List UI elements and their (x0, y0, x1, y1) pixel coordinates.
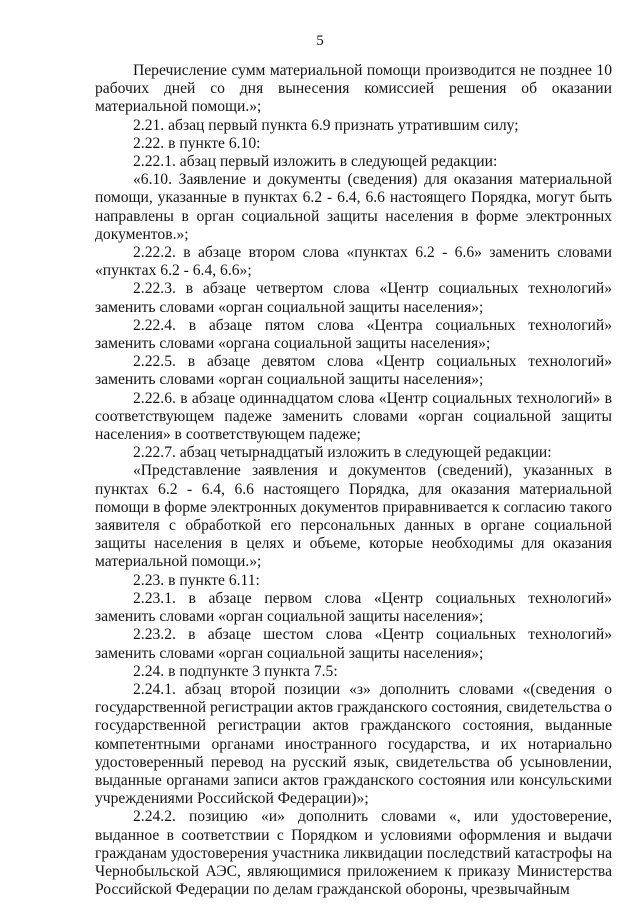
paragraph: 2.24.2. позицию «и» дополнить словами «, или удостоверение, выданное в соответствии с Порядком и условиями оформления и выдачи гражданам удостоверения участника ликвидации последствий катастрофы на Чернобыльской АЭС, являющимися приложением к приказу Министерства Российской Федерации по делам гражданской обороны, чрезвычайным (95, 808, 612, 899)
paragraph: 2.22.6. в абзаце одиннадцатом слова «Центр социальных технологий» в соответствующем падеже заменить словами «орган социальной защиты населения» в соответствующем падеже; (95, 389, 612, 444)
paragraph: 2.21. абзац первый пункта 6.9 признать утратившим силу; (133, 116, 519, 134)
paragraph: 2.22.5. в абзаце девятом слова «Центр социальных технологий» заменить словами «орган социальной защиты населения»; (95, 353, 612, 389)
paragraph: 2.23. в пункте 6.11: (133, 571, 260, 589)
paragraph: 2.23.1. в абзаце первом слова «Центр социальных технологий» заменить словами «орган социальной защиты населения»; (95, 589, 612, 626)
paragraph: 2.22. в пункте 6.10: (133, 134, 261, 152)
paragraph: «Представление заявления и документов (сведений), указанных в пунктах 6.2 - 6.4, 6.6 настоящего Порядка, для оказания материальной помощи в форме электронных документов приравнивается к согласию такого заявителя с обработкой его персональных данных в органе социальной защиты населения в целях и объеме, которые необходимы для оказания материальной помощи.»; (95, 462, 612, 571)
document-body (95, 62, 612, 899)
paragraph: 2.24. в подпункте 3 пункта 7.5: (133, 662, 338, 680)
paragraph: «6.10. Заявление и документы (сведения) для оказания материальной помощи, указанные в пунктах 6.2 - 6.4, 6.6 настоящего Порядка, могут быть направлены в орган социальной защиты населения в форме электронных документов.»; (95, 171, 612, 243)
page-number: 5 (316, 33, 324, 49)
paragraph: 2.24.1. абзац второй позиции «з» дополнить словами «(сведения о государственной регистрации актов гражданского состояния, свидетельства о государственной регистрации актов гражданского состояния, выданные компетентными органами иностранного государства, и их нотариально удостоверенный перевод на русский язык, свидетельства об усыновлении, выданные органами записи актов гражданского состояния или консульскими учреждениями Российской Федерации)»; (95, 680, 612, 808)
paragraph: Перечисление сумм материальной помощи производится не позднее 10 рабочих дней со дня вынесения комиссией решения об оказании материальной помощи.»; (95, 62, 612, 116)
paragraph: 2.22.1. абзац первый изложить в следующей редакции: (133, 153, 498, 171)
paragraph: 2.22.4. в абзаце пятом слова «Центра социальных технологий» заменить словами «органа социальной защиты населения»; (95, 316, 612, 353)
paragraph: 2.23.2. в абзаце шестом слова «Центр социальных технологий» заменить словами «орган социальной защиты населения»; (95, 626, 612, 662)
paragraph: 2.22.3. в абзаце четвертом слова «Центр социальных технологий» заменить словами «орган социальной защиты населения»; (95, 280, 612, 316)
paragraph: 2.22.7. абзац четырнадцатый изложить в следующей редакции: (133, 444, 552, 462)
paragraph: 2.22.2. в абзаце втором слова «пунктах 6.2 - 6.6» заменить словами «пунктах 6.2 - 6.4, 6.6»; (95, 244, 612, 280)
